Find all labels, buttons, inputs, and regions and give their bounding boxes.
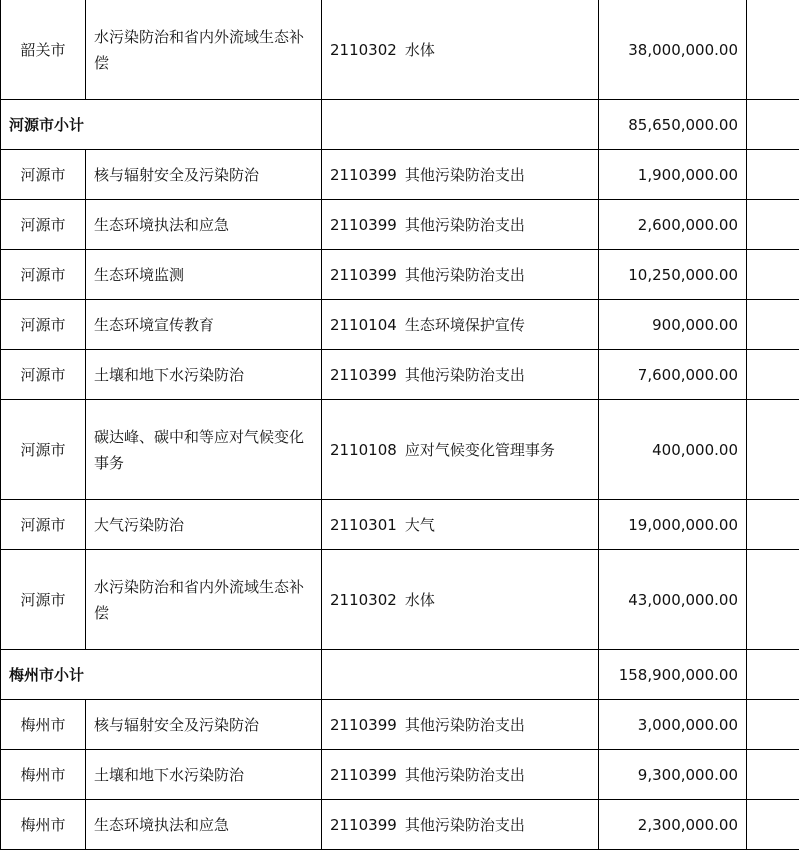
- remark-cell: [747, 250, 799, 300]
- amount-cell: 10,250,000.00: [599, 250, 747, 300]
- project-cell: 大气污染防治: [86, 500, 322, 550]
- city-cell: 河源市: [1, 500, 86, 550]
- function-code: 2110399: [330, 266, 397, 284]
- table-row: [1, 0, 799, 100]
- remark-cell: [747, 300, 799, 350]
- remark-cell: [747, 650, 799, 700]
- table-row: [1, 300, 799, 350]
- amount-cell: 900,000.00: [599, 300, 747, 350]
- subtotal-amount: 85,650,000.00: [599, 100, 747, 150]
- remark-cell: [747, 750, 799, 800]
- function-name: 其他污染防治支出: [404, 166, 525, 184]
- remark-cell: [747, 350, 799, 400]
- amount-cell: 400,000.00: [599, 400, 747, 500]
- subtotal-label: 梅州市小计: [1, 650, 322, 700]
- city-cell: 韶关市: [1, 0, 86, 100]
- project-cell: 土壤和地下水污染防治: [86, 750, 322, 800]
- remark-cell: [747, 550, 799, 650]
- code-cell-empty: [322, 650, 599, 700]
- project-cell: 生态环境执法和应急: [86, 200, 322, 250]
- function-name: 其他污染防治支出: [404, 766, 525, 784]
- function-name: 大气: [404, 516, 435, 534]
- function-code-cell: [322, 550, 599, 650]
- remark-cell: [747, 700, 799, 750]
- function-name: 其他污染防治支出: [404, 816, 525, 834]
- function-code: 2110302: [330, 591, 397, 609]
- amount-cell: 38,000,000.00: [599, 0, 747, 100]
- function-code-cell: [322, 750, 599, 800]
- function-name: 生态环境保护宣传: [404, 316, 525, 334]
- table-row: [1, 750, 799, 800]
- code-cell-empty: [322, 100, 599, 150]
- function-code: 2110104: [330, 316, 397, 334]
- function-code: 2110302: [330, 41, 397, 59]
- project-cell: 核与辐射安全及污染防治: [86, 700, 322, 750]
- city-cell: 河源市: [1, 150, 86, 200]
- function-code: 2110399: [330, 766, 397, 784]
- function-code-cell: [322, 700, 599, 750]
- amount-cell: 2,600,000.00: [599, 200, 747, 250]
- function-code-cell: [322, 400, 599, 500]
- function-name: 应对气候变化管理事务: [404, 441, 555, 459]
- function-name: 其他污染防治支出: [404, 266, 525, 284]
- function-code-cell: [322, 300, 599, 350]
- project-cell: 生态环境执法和应急: [86, 800, 322, 850]
- function-code: 2110399: [330, 166, 397, 184]
- function-code: 2110301: [330, 516, 397, 534]
- function-code: 2110399: [330, 716, 397, 734]
- budget-table-body: [1, 0, 799, 850]
- table-row: [1, 150, 799, 200]
- function-name: 其他污染防治支出: [404, 366, 525, 384]
- function-code-cell: [322, 500, 599, 550]
- amount-cell: 19,000,000.00: [599, 500, 747, 550]
- project-cell: 生态环境监测: [86, 250, 322, 300]
- project-cell: 水污染防治和省内外流域生态补偿: [86, 0, 322, 100]
- function-name: 其他污染防治支出: [404, 716, 525, 734]
- city-cell: 河源市: [1, 200, 86, 250]
- project-cell: 土壤和地下水污染防治: [86, 350, 322, 400]
- function-code-cell: [322, 200, 599, 250]
- amount-cell: 2,300,000.00: [599, 800, 747, 850]
- function-code-cell: [322, 0, 599, 100]
- subtotal-amount: 158,900,000.00: [599, 650, 747, 700]
- project-cell: 生态环境宣传教育: [86, 300, 322, 350]
- subtotal-row: [1, 650, 799, 700]
- function-code: 2110399: [330, 816, 397, 834]
- table-row: [1, 250, 799, 300]
- table-row: [1, 700, 799, 750]
- function-code-cell: [322, 250, 599, 300]
- function-code: 2110399: [330, 216, 397, 234]
- table-row: [1, 550, 799, 650]
- function-code-cell: [322, 350, 599, 400]
- amount-cell: 9,300,000.00: [599, 750, 747, 800]
- function-code-cell: [322, 800, 599, 850]
- amount-cell: 3,000,000.00: [599, 700, 747, 750]
- city-cell: 河源市: [1, 300, 86, 350]
- project-cell: 碳达峰、碳中和等应对气候变化事务: [86, 400, 322, 500]
- table-row: [1, 400, 799, 500]
- subtotal-row: [1, 100, 799, 150]
- remark-cell: [747, 200, 799, 250]
- remark-cell: [747, 500, 799, 550]
- remark-cell: [747, 100, 799, 150]
- remark-cell: [747, 0, 799, 100]
- project-cell: 核与辐射安全及污染防治: [86, 150, 322, 200]
- amount-cell: 7,600,000.00: [599, 350, 747, 400]
- city-cell: 河源市: [1, 400, 86, 500]
- city-cell: 梅州市: [1, 750, 86, 800]
- table-row: [1, 500, 799, 550]
- remark-cell: [747, 400, 799, 500]
- city-cell: 河源市: [1, 550, 86, 650]
- subtotal-label: 河源市小计: [1, 100, 322, 150]
- table-row: [1, 800, 799, 850]
- function-code: 2110108: [330, 441, 397, 459]
- function-name: 水体: [404, 41, 435, 59]
- function-name: 其他污染防治支出: [404, 216, 525, 234]
- remark-cell: [747, 150, 799, 200]
- function-code: 2110399: [330, 366, 397, 384]
- function-name: 水体: [404, 591, 435, 609]
- table-row: [1, 200, 799, 250]
- city-cell: 梅州市: [1, 800, 86, 850]
- amount-cell: 43,000,000.00: [599, 550, 747, 650]
- project-cell: 水污染防治和省内外流域生态补偿: [86, 550, 322, 650]
- table-row: [1, 350, 799, 400]
- city-cell: 河源市: [1, 350, 86, 400]
- amount-cell: 1,900,000.00: [599, 150, 747, 200]
- remark-cell: [747, 800, 799, 850]
- city-cell: 河源市: [1, 250, 86, 300]
- function-code-cell: [322, 150, 599, 200]
- city-cell: 梅州市: [1, 700, 86, 750]
